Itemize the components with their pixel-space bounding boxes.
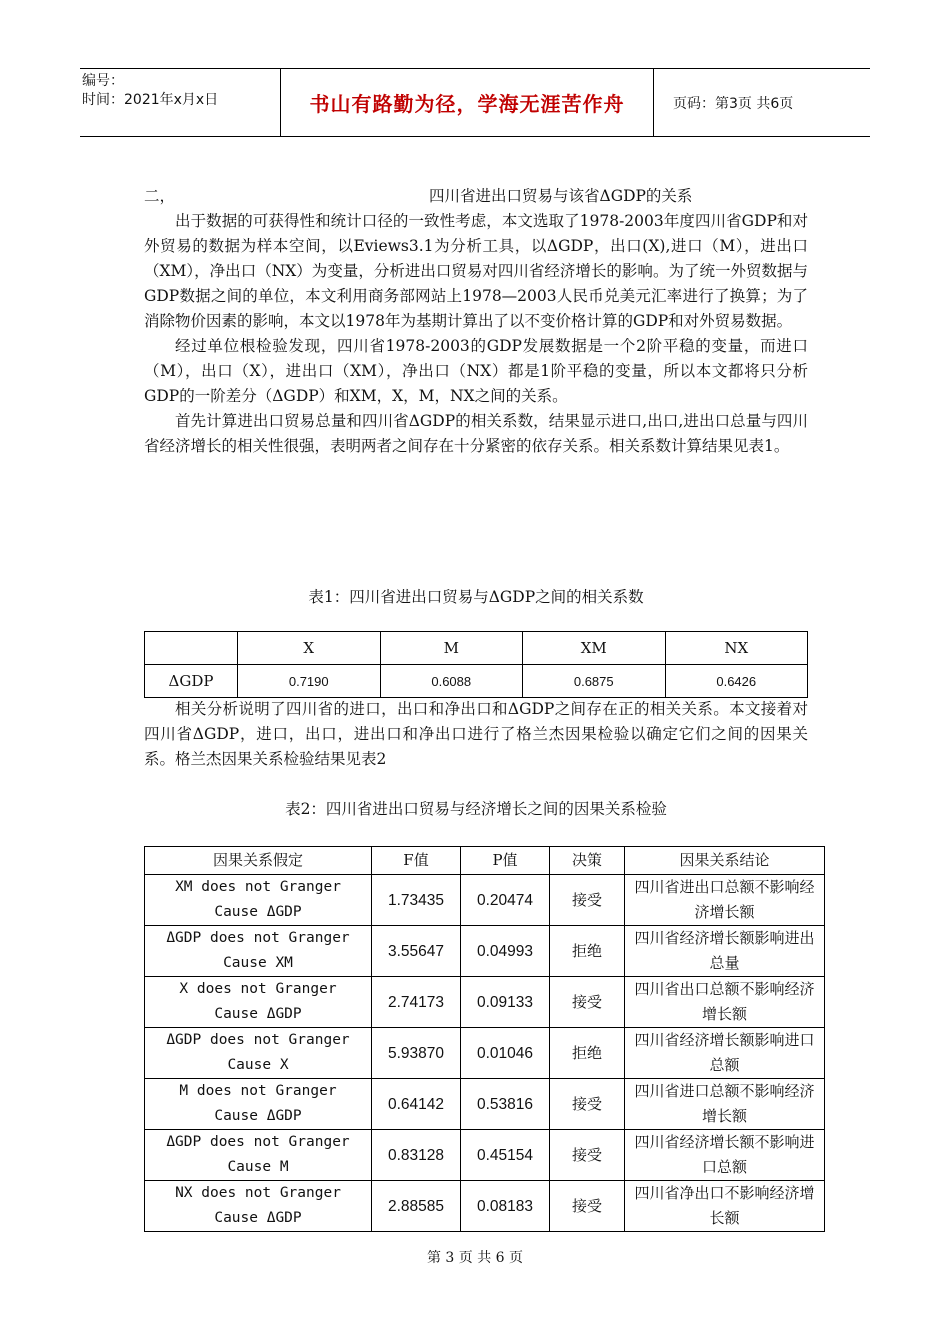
table1-col-header: M bbox=[380, 632, 523, 665]
page-footer: 第 3 页 共 6 页 bbox=[426, 1250, 524, 1266]
table2-p-value: 0.45154 bbox=[461, 1130, 550, 1181]
paragraph-1: 出于数据的可获得性和统计口径的一致性考虑，本文选取了1978-2003年度四川省GDP和对外贸易的数据为样本空间，以Eviews3.1为分析工具，以ΔGDP，出口(X),进口（M），进出口（XM），净出口（NX）为变量，分析进出口贸易对四川省经济增长的影响。为了统一外贸数据与GDP数据之间的单位，本文利用商务部网站上1978—2003人民币兑美元汇率进行了换算；为了消除物价因素的影响，本文以1978年为基期计算出了以不变价格计算的GDP和对外贸易数据。 bbox=[144, 212, 808, 330]
table2-hypothesis: M does not Granger Cause ΔGDP bbox=[145, 1079, 372, 1130]
paragraph-4: 相关分析说明了四川省的进口，出口和净出口和ΔGDP之间存在正的相关关系。本文接着对四川省ΔGDP，进口，出口，进出口和净出口进行了格兰杰因果检验以确定它们之间的因果关系。格兰杰因果关系检验结果见表2 bbox=[144, 700, 808, 768]
table2-conclusion: 四川省进口总额不影响经济增长额 bbox=[625, 1079, 825, 1130]
table1-cell: 0.6875 bbox=[523, 665, 666, 698]
table-row bbox=[145, 875, 825, 926]
table2-decision: 接受 bbox=[550, 875, 625, 926]
table2-conclusion: 四川省进出口总额不影响经济增长额 bbox=[625, 875, 825, 926]
table2-decision: 拒绝 bbox=[550, 1028, 625, 1079]
table2-hypothesis: ΔGDP does not Granger Cause X bbox=[145, 1028, 372, 1079]
table2-f-value: 2.74173 bbox=[372, 977, 461, 1028]
table2-decision: 拒绝 bbox=[550, 926, 625, 977]
table2-decision: 接受 bbox=[550, 977, 625, 1028]
section-number: 二， bbox=[144, 187, 176, 205]
header-number: 编号： bbox=[82, 73, 124, 89]
header-time: 时间：2021年x月x日 bbox=[82, 92, 219, 108]
table2-hypothesis: NX does not Granger Cause ΔGDP bbox=[145, 1181, 372, 1232]
table2-decision: 接受 bbox=[550, 1079, 625, 1130]
table2-header: P值 bbox=[461, 847, 550, 875]
table2-conclusion: 四川省经济增长额影响进出总量 bbox=[625, 926, 825, 977]
body-text-2 bbox=[144, 697, 808, 772]
table1-cell: 0.6088 bbox=[380, 665, 523, 698]
table2-f-value: 3.55647 bbox=[372, 926, 461, 977]
table2-conclusion: 四川省经济增长额影响进口总额 bbox=[625, 1028, 825, 1079]
granger-table bbox=[144, 846, 825, 1232]
table2-p-value: 0.01046 bbox=[461, 1028, 550, 1079]
table-row bbox=[145, 1028, 825, 1079]
header-page bbox=[663, 69, 870, 136]
header-meta bbox=[80, 69, 281, 136]
table1-row-label: ΔGDP bbox=[145, 665, 238, 698]
paragraph-3: 首先计算进出口贸易总量和四川省ΔGDP的相关系数，结果显示进口,出口,进出口总量与四川省经济增长的相关性很强，表明两者之间存在十分紧密的依存关系。相关系数计算结果见表1。 bbox=[144, 412, 808, 455]
table1-caption: 表1：四川省进出口贸易与ΔGDP之间的相关系数 bbox=[308, 588, 644, 606]
table2-p-value: 0.53816 bbox=[461, 1079, 550, 1130]
table1-cell: 0.7190 bbox=[238, 665, 381, 698]
header-page-label: 页码：第3页 共6页 bbox=[673, 95, 794, 112]
table2-conclusion: 四川省出口总额不影响经济增长额 bbox=[625, 977, 825, 1028]
table-row bbox=[145, 926, 825, 977]
table2-p-value: 0.08183 bbox=[461, 1181, 550, 1232]
header-motto: 书山有路勤为径，学海无涯苦作舟 bbox=[281, 69, 654, 136]
body-text bbox=[144, 209, 808, 459]
table2-conclusion: 四川省净出口不影响经济增长额 bbox=[625, 1181, 825, 1232]
table2-f-value: 5.93870 bbox=[372, 1028, 461, 1079]
table-row bbox=[145, 1079, 825, 1130]
table1-col-header: NX bbox=[665, 632, 808, 665]
table2-header: 因果关系结论 bbox=[625, 847, 825, 875]
table1-col-header: XM bbox=[523, 632, 666, 665]
table2-hypothesis: XM does not Granger Cause ΔGDP bbox=[145, 875, 372, 926]
table2-body bbox=[145, 875, 825, 1232]
table2-decision: 接受 bbox=[550, 1130, 625, 1181]
section-title: 四川省进出口贸易与该省ΔGDP的关系 bbox=[429, 187, 693, 205]
table2-f-value: 0.83128 bbox=[372, 1130, 461, 1181]
table2-header: 决策 bbox=[550, 847, 625, 875]
table2-conclusion: 四川省经济增长额不影响进口总额 bbox=[625, 1130, 825, 1181]
table1-corner bbox=[145, 632, 238, 665]
table2-decision: 接受 bbox=[550, 1181, 625, 1232]
table-row bbox=[145, 1181, 825, 1232]
table2-header: 因果关系假定 bbox=[145, 847, 372, 875]
table-row bbox=[145, 977, 825, 1028]
table2-p-value: 0.04993 bbox=[461, 926, 550, 977]
table2-p-value: 0.20474 bbox=[461, 875, 550, 926]
table2-hypothesis: ΔGDP does not Granger Cause M bbox=[145, 1130, 372, 1181]
table2-hypothesis: X does not Granger Cause ΔGDP bbox=[145, 977, 372, 1028]
table2-f-value: 2.88585 bbox=[372, 1181, 461, 1232]
page-header bbox=[80, 68, 870, 137]
table2-f-value: 1.73435 bbox=[372, 875, 461, 926]
table2-hypothesis: ΔGDP does not Granger Cause XM bbox=[145, 926, 372, 977]
table1-cell: 0.6426 bbox=[665, 665, 808, 698]
table2-caption: 表2：四川省进出口贸易与经济增长之间的因果关系检验 bbox=[285, 800, 667, 818]
table-row bbox=[145, 1130, 825, 1181]
table2-p-value: 0.09133 bbox=[461, 977, 550, 1028]
table2-f-value: 0.64142 bbox=[372, 1079, 461, 1130]
paragraph-2: 经过单位根检验发现，四川省1978-2003的GDP发展数据是一个2阶平稳的变量，而进口（M），出口（X），进出口（XM），净出口（NX）都是1阶平稳的变量，所以本文都将只分析GDP的一阶差分（ΔGDP）和XM，X，M，NX之间的关系。 bbox=[144, 337, 808, 405]
table1-col-header: X bbox=[238, 632, 381, 665]
correlation-table bbox=[144, 631, 808, 698]
table2-header: F值 bbox=[372, 847, 461, 875]
